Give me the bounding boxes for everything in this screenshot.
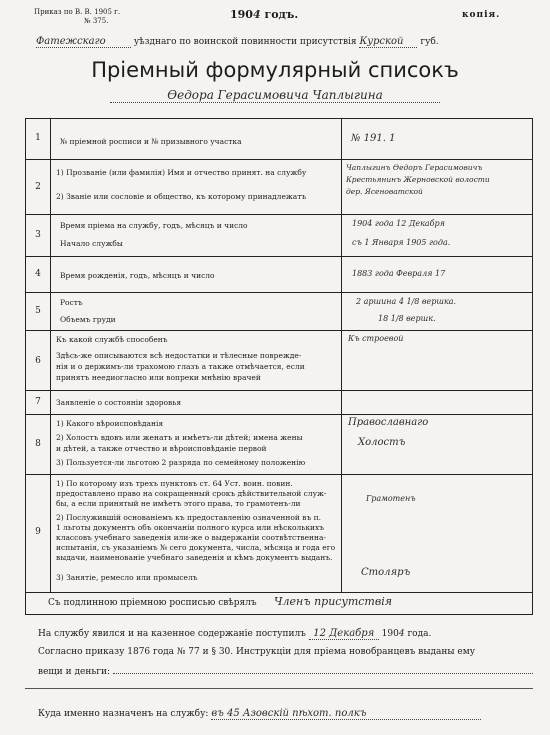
row-answer: № 191. 1 <box>351 133 396 144</box>
county-handwritten: Фатежскаго <box>36 36 131 48</box>
table-row-5 <box>26 292 532 330</box>
arrival-line <box>38 628 431 640</box>
assignment-label: Куда именно назначенъ на службу: <box>38 709 209 719</box>
row-question: предоставлено право на сокращенный срокъ дѣйствительной служ- <box>56 489 327 498</box>
row-question: 1) По которому изъ трехъ пунктовъ ст. 64 Уст. воин. повин. <box>56 479 293 488</box>
row-number: 9 <box>35 527 41 537</box>
row-question: классовъ учебнаго заведенія или-же о выдержаніи соотвѣтственна- <box>56 533 327 542</box>
row-number: 3 <box>35 230 41 240</box>
year-printed: 190 <box>230 8 253 21</box>
assignment-line <box>38 708 481 720</box>
things-label: вещи и деньги: <box>38 667 110 677</box>
row-question: Время пріема на службу, годъ, мѣсяцъ и число <box>60 221 248 230</box>
arrival-year-prefix: 190 <box>381 629 399 639</box>
row-answer: Грамотенъ <box>366 494 416 503</box>
row-answer: 2 аршина 4 1/8 вершка. <box>356 297 457 306</box>
row-question: 1) Какого вѣроисповѣданія <box>56 419 164 428</box>
row-question: 2) Послужившій основаніемъ къ предоставленію означенной въ п. <box>56 513 322 522</box>
verification-box <box>25 593 533 615</box>
table-row-7 <box>26 390 532 414</box>
recruit-name: Ѳедора Герасимовича Чаплыгина <box>110 88 440 103</box>
order-line: Согласно приказу 1876 года № 77 и § 30. Инструкціи для пріема новобранцевъ выданы ему <box>38 647 476 657</box>
arrival-year: 4 <box>398 629 405 639</box>
row-question: и дѣтей, а также отчество и вѣроисповѣданіе первой <box>56 444 267 453</box>
footer-divider <box>25 688 533 689</box>
row-answer: Православнаго <box>348 417 429 428</box>
row-question: Заявленіе о состояніи здоровья <box>56 398 182 407</box>
copy-mark: копія. <box>462 10 501 20</box>
table-row-8 <box>26 414 532 474</box>
row-question: выдачи, наименованіе учебнаго заведенія и кѣмъ документъ выданъ. <box>56 553 333 562</box>
county-text: уѣзднаго по воинской повинности присутствія <box>133 37 357 47</box>
order-reference <box>34 8 120 26</box>
verification-text: Съ подлинною пріемною росписью свѣрялъ <box>48 598 257 608</box>
county-line <box>36 36 536 48</box>
row-answer: Холостъ <box>358 437 406 448</box>
order-line-1: Приказ по В. В. 1905 г. <box>34 8 121 16</box>
row-number: 4 <box>35 269 41 279</box>
row-answer: съ 1 Января 1905 года. <box>352 238 451 247</box>
table-row-4 <box>26 256 532 292</box>
province-suffix: губ. <box>420 37 439 47</box>
row-question: 3) Пользуется-ли льготою 2 разряда по семейному положенію <box>56 458 306 467</box>
row-question: нія и о держимъ-ли трахомою глазъ а также отмѣчается, если <box>56 362 305 371</box>
row-number: 2 <box>35 182 41 192</box>
row-question: 1) Прозваніе (или фамилія) Имя и отчество принят. на службу <box>56 168 307 177</box>
row-answer: Къ строевой <box>348 334 404 343</box>
row-question: 2) Холостъ вдовъ или женатъ и имѣетъ-ли дѣтей; имена жены <box>56 433 303 442</box>
row-question: Къ какой службѣ способенъ <box>56 335 168 344</box>
row-answer: 1883 года Февраля 17 <box>352 269 446 278</box>
year-suffix: годъ. <box>264 8 299 21</box>
row-number: 7 <box>35 397 41 407</box>
row-question: принятъ неедиогласно или вопреки мнѣнію врачей <box>56 373 261 382</box>
row-number: 8 <box>35 439 41 449</box>
row-question: № пріемной росписи и № призывного участка <box>60 137 242 146</box>
row-answer: Крестьянинъ Жерновской волости <box>346 175 490 184</box>
row-question: 1 льготы документъ объ окончаніи полного курса или нѣсколькихъ <box>56 523 325 532</box>
row-question: Здѣсь-же описываются всѣ недостатки и тѣлесные поврежде- <box>56 351 302 360</box>
row-number: 1 <box>35 133 41 143</box>
row-answer: Чаплыгинъ Ѳедоръ Герасимовичъ <box>346 163 483 172</box>
row-question: Ростъ <box>60 298 83 307</box>
table-row-6 <box>26 330 532 390</box>
row-answer: 1904 года 12 Декабря <box>352 219 445 228</box>
table-row-2 <box>26 159 532 214</box>
row-answer: 18 1/8 вершк. <box>378 314 436 323</box>
table-row-9 <box>26 474 532 592</box>
order-line-2: № 375. <box>84 17 109 25</box>
row-answer: Столяръ <box>361 567 411 578</box>
row-question: Начало службы <box>60 239 123 248</box>
things-blank <box>113 665 533 674</box>
assignment-value: въ 45 Азовскій пѣхот. полкъ <box>211 708 481 720</box>
row-number: 5 <box>35 306 41 316</box>
arrival-date: 12 Декабря <box>309 628 379 640</box>
document-title: Пріемный формулярный списокъ <box>91 58 459 82</box>
row-question: испытанія, съ указаніемъ № сего документа, числа, мѣсяца и года его <box>56 543 336 552</box>
formulary-table <box>25 118 533 593</box>
verification-signature: Членъ присутствія <box>274 595 393 608</box>
table-row-3 <box>26 214 532 256</box>
things-line <box>38 665 533 677</box>
arrival-year-suffix: года. <box>407 629 432 639</box>
table-row-1 <box>26 119 532 159</box>
row-question: Время рожденія, годъ, мѣсяцъ и число <box>60 271 215 280</box>
arrival-text: На службу явился и на казенное содержаніе поступилъ <box>38 629 306 639</box>
year-handwritten: 4 <box>252 8 261 21</box>
row-question: бы, а если принятый не имѣетъ этого права, то грамотенъ-ли <box>56 499 301 508</box>
row-answer: дер. Ясеноватской <box>346 187 423 196</box>
province-handwritten: Курской <box>359 36 417 48</box>
row-question: Объемъ груди <box>60 315 116 324</box>
year-heading <box>230 8 298 21</box>
row-question: 3) Занятіе, ремесло или промыселъ <box>56 573 198 582</box>
row-number: 6 <box>35 356 41 366</box>
row-question: 2) Званіе или сословіе и общество, къ которому принадлежатъ <box>56 192 307 201</box>
